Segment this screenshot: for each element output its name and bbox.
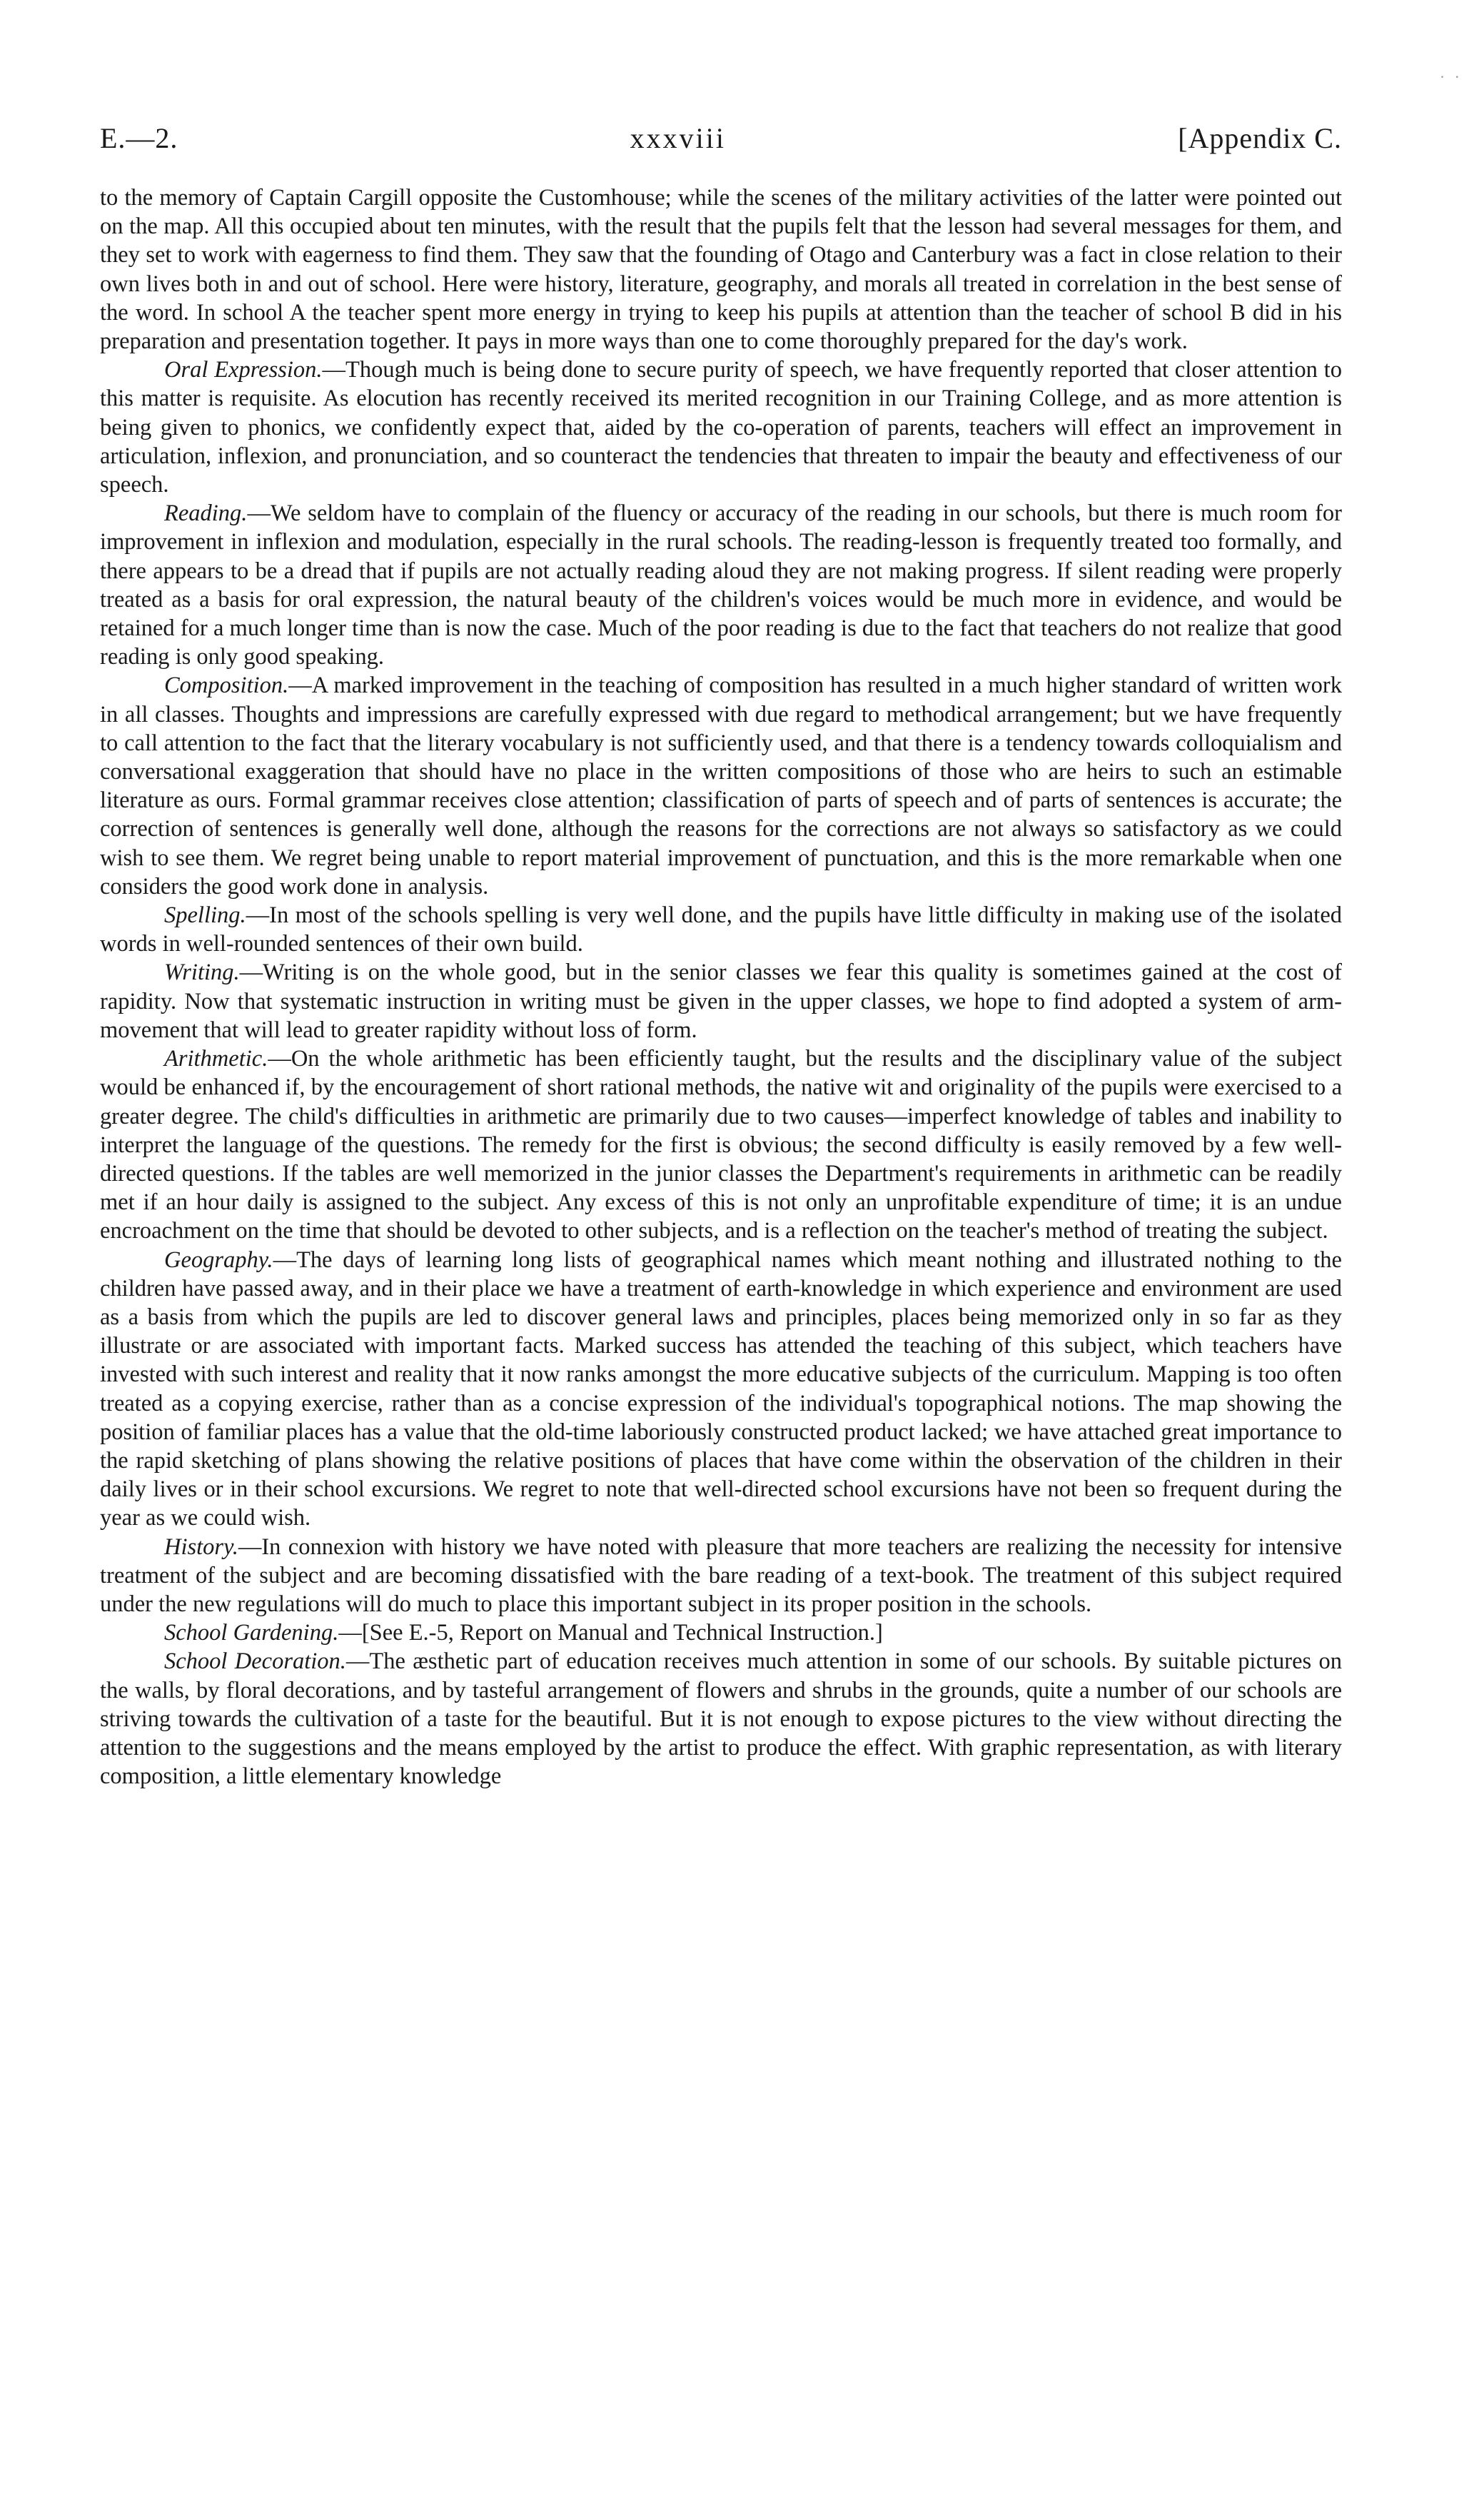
paragraph-heading: School Gardening. (164, 1620, 339, 1646)
paragraph-heading: School Decoration. (164, 1648, 346, 1675)
paragraph-text: —[See E.-5, Report on Manual and Technical Instruction.] (338, 1620, 883, 1646)
page-number: xxxviii (630, 122, 726, 154)
paragraph-school-gardening (100, 1618, 1342, 1647)
paragraph-spelling (100, 901, 1342, 958)
paragraph-heading: Arithmetic. (164, 1046, 268, 1072)
header-right: [Appendix C. (1178, 122, 1342, 154)
paragraph-heading: Spelling. (164, 902, 246, 929)
corner-mark: · · (1439, 68, 1463, 86)
paragraph-reading (100, 499, 1342, 671)
page (100, 121, 1342, 1791)
paragraph-text: to the memory of Captain Cargill opposite the Customhouse; while the scenes of the military activities of the latter were pointed out on the map. All this occupied about ten minutes, with the result that the pupils felt that the lesson had several messages for them, and they set to work with eagerness to find them. They saw that the founding of Otago and Canterbury was a fact in close relation to their own lives both in and out of school. Here were history, literature, geography, and morals all treated in correlation in the best sense of the word. In school A the teacher spent more energy in trying to keep his pupils at attention than the teacher of school B did in his preparation and presentation together. It pays in more ways than one to come thoroughly prepared for the day's work. (100, 185, 1342, 355)
paragraph-geography (100, 1246, 1342, 1533)
paragraph-heading: Reading. (164, 500, 248, 527)
paragraph-heading: Composition. (164, 673, 289, 699)
paragraph-text: —A marked improvement in the teaching of composition has resulted in a much higher standard of written work in all classes. Thoughts and impressions are carefully expressed with due regard to methodical arrangement; but we have frequently to call attention to the fact that the literary vocabulary is not sufficiently used, and that there is a tendency towards colloquialism and conversational exaggeration that should have no place in the written compositions of those who are heirs to such an estimable literature as ours. Formal grammar receives close attention; classification of parts of speech and of parts of sentences is accurate; the correction of sentences is generally well done, although the reasons for the corrections are not always so satisfactory as we could wish to see them. We regret being unable to report material improvement of punctuation, and this is the more remarkable when one considers the good work done in analysis. (100, 673, 1342, 900)
paragraph-text: —In most of the schools spelling is very well done, and the pupils have little difficulty in making use of the isolated words in well-rounded sentences of their own build. (100, 902, 1342, 957)
paragraph-school-decoration (100, 1647, 1342, 1791)
paragraph-oral-expression (100, 356, 1342, 499)
paragraph-text: —The days of learning long lists of geographical names which meant nothing and illustrated nothing to the children have passed away, and in their place we have a treatment of earth-knowledge in which experience and environment are used as a basis from which the pupils are led to discover general laws and principles, places being memorized only in so far as they illustrate or are associated with important facts. Marked success has attended the teaching of this subject, which teachers have invested with such interest and reality that it now ranks amongst the more educative subjects of the curriculum. Mapping is too often treated as a copying exercise, rather than as a concise expression of the individual's topographical notions. The map showing the position of familiar places has a value that the old-time laboriously constructed product lacked; we have attached great importance to the rapid sketching of plans showing the relative positions of places that have come within the observation of the children in their daily lives or in their school excursions. We regret to note that well-directed school excursions have not been so frequent during the year as we could wish. (100, 1247, 1342, 1531)
paragraph-heading: Writing. (164, 960, 240, 986)
paragraph-text: —Though much is being done to secure purity of speech, we have frequently reported that closer attention to this matter is requisite. As elocution has recently received its merited recognition in our Training College, and as more attention is being given to phonics, we confidently expect that, aided by the co-operation of parents, teachers will effect an improvement in articulation, inflexion, and pronunciation, and so counteract the tendencies that threaten to impair the beauty and effectiveness of our speech. (100, 357, 1342, 498)
paragraph-composition (100, 671, 1342, 901)
paragraph-text: —In connexion with history we have noted with pleasure that more teachers are realizing the necessity for intensive treatment of the subject and are becoming dissatisfied with the bare reading of a text-book. The treatment of this subject required under the new regulations will do much to place this important subject in its proper position in the schools. (100, 1534, 1342, 1617)
paragraph-writing (100, 958, 1342, 1044)
header-left: E.—2. (100, 122, 178, 154)
paragraph-arithmetic (100, 1044, 1342, 1245)
paragraph-text: —On the whole arithmetic has been efficiently taught, but the results and the disciplinary value of the subject would be enhanced if, by the encouragement of short rational methods, the native wit and originality of the pupils were exercised to a greater degree. The child's difficulties in arithmetic are primarily due to two causes—imperfect knowledge of tables and inability to interpret the language of the questions. The remedy for the first is obvious; the second difficulty is easily removed by a few well-directed questions. If the tables are well memorized in the junior classes the Department's requirements in arithmetic can be readily met if an hour daily is assigned to the subject. Any excess of this is not only an unprofitable expenditure of time; it is an undue encroachment on the time that should be devoted to other subjects, and is a reflection on the teacher's method of treating the subject. (100, 1046, 1342, 1244)
body-text (100, 183, 1342, 1791)
running-head (100, 121, 1342, 155)
paragraph-heading: Oral Expression. (164, 357, 323, 383)
paragraph-heading: Geography. (164, 1247, 273, 1273)
paragraph-continuation (100, 183, 1342, 356)
paragraph-text: —Writing is on the whole good, but in the senior classes we fear this quality is sometimes gained at the cost of rapidity. Now that systematic instruction in writing must be given in the upper classes, we hope to find adopted a system of arm-movement that will lead to greater rapidity without loss of form. (100, 960, 1342, 1043)
paragraph-heading: History. (164, 1534, 238, 1560)
paragraph-text: —The æsthetic part of education receives much attention in some of our schools. By suitable pictures on the walls, by floral decorations, and by tasteful arrangement of flowers and shrubs in the grounds, quite a number of our schools are striving towards the cultivation of a taste for the beautiful. But it is not enough to expose pictures to the view without directing the attention to the suggestions and the means employed by the artist to produce the effect. With graphic representation, as with literary composition, a little elementary knowledge (100, 1648, 1342, 1790)
paragraph-text: —We seldom have to complain of the fluency or accuracy of the reading in our schools, but there is much room for improvement in inflexion and modulation, especially in the rural schools. The reading-lesson is frequently treated too formally, and there appears to be a dread that if pupils are not actually reading aloud they are not making progress. If silent reading were properly treated as a basis for oral expression, the natural beauty of the children's voices would be much more in evidence, and would be retained for a much longer time than is now the case. Much of the poor reading is due to the fact that teachers do not realize that good reading is only good speaking. (100, 500, 1342, 670)
paragraph-history (100, 1533, 1342, 1619)
